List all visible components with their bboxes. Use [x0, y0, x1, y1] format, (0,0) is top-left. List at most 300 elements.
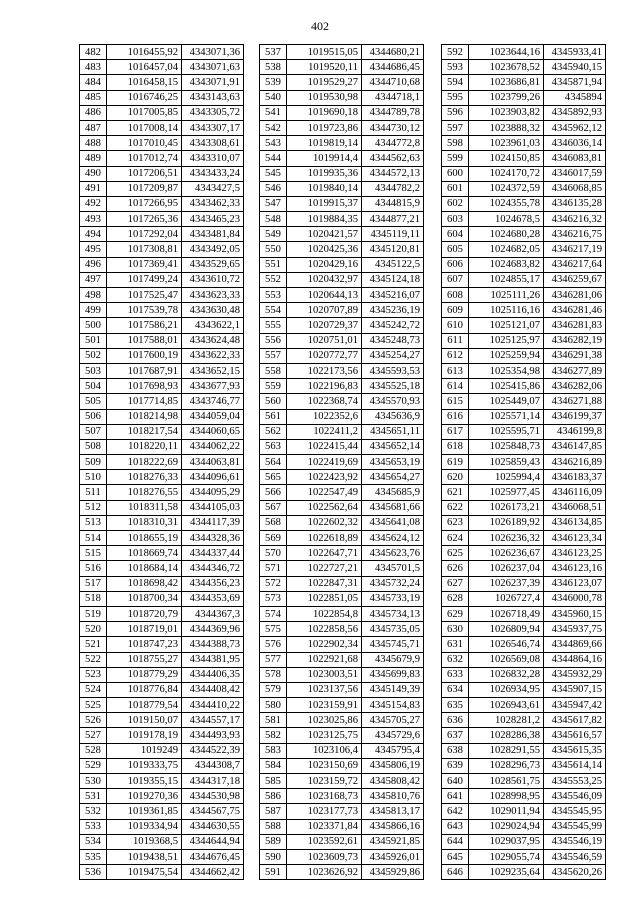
table-row: [80, 667, 244, 682]
table-row: [80, 105, 244, 120]
point-number: 618: [442, 439, 469, 454]
x-coordinate: 1023799,26: [469, 90, 544, 105]
table-row: [260, 257, 424, 272]
table-row: [442, 120, 606, 135]
y-coordinate: 4345894: [544, 90, 606, 105]
x-coordinate: 1022854,8: [287, 606, 362, 621]
table-row: [80, 576, 244, 591]
point-number: 575: [260, 622, 287, 637]
table-row: [442, 667, 606, 682]
table-row: [260, 227, 424, 242]
table-row: [442, 288, 606, 303]
point-number: 609: [442, 303, 469, 318]
y-coordinate: 4343652,15: [182, 363, 244, 378]
point-number: 527: [80, 728, 107, 743]
x-coordinate: 1019935,36: [287, 166, 362, 181]
y-coordinate: 4345962,12: [544, 120, 606, 135]
table-row: [80, 774, 244, 789]
x-coordinate: 1018222,69: [107, 455, 182, 470]
point-number: 615: [442, 394, 469, 409]
table-row: [442, 333, 606, 348]
y-coordinate: 4344493,93: [182, 728, 244, 743]
x-coordinate: 1019884,35: [287, 212, 362, 227]
point-number: 529: [80, 758, 107, 773]
x-coordinate: 1023168,73: [287, 789, 362, 804]
x-coordinate: 1026934,95: [469, 682, 544, 697]
x-coordinate: 1024170,72: [469, 166, 544, 181]
y-coordinate: 4345745,71: [362, 637, 424, 652]
y-coordinate: 4345937,75: [544, 622, 606, 637]
x-coordinate: 1022902,34: [287, 637, 362, 652]
x-coordinate: 1028281,2: [469, 713, 544, 728]
y-coordinate: 4344772,8: [362, 136, 424, 151]
table-row: [260, 394, 424, 409]
table-row: [260, 834, 424, 849]
x-coordinate: 1017265,36: [107, 212, 182, 227]
y-coordinate: 4346000,78: [544, 591, 606, 606]
y-coordinate: 4346183,37: [544, 470, 606, 485]
x-coordinate: 1025848,73: [469, 439, 544, 454]
y-coordinate: 4343462,33: [182, 196, 244, 211]
x-coordinate: 1017539,78: [107, 303, 182, 318]
table-row: [260, 333, 424, 348]
x-coordinate: 1019529,27: [287, 75, 362, 90]
y-coordinate: 4344096,61: [182, 470, 244, 485]
point-number: 544: [260, 151, 287, 166]
y-coordinate: 4345651,11: [362, 424, 424, 439]
point-number: 507: [80, 424, 107, 439]
point-number: 553: [260, 288, 287, 303]
y-coordinate: 4346123,07: [544, 576, 606, 591]
x-coordinate: 1025859,43: [469, 455, 544, 470]
x-coordinate: 1017206,51: [107, 166, 182, 181]
y-coordinate: 4345947,42: [544, 698, 606, 713]
table-row: [260, 136, 424, 151]
point-number: 574: [260, 606, 287, 621]
y-coordinate: 4344408,42: [182, 682, 244, 697]
point-number: 580: [260, 698, 287, 713]
x-coordinate: 1025595,71: [469, 424, 544, 439]
table-row: [442, 546, 606, 561]
x-coordinate: 1017266,95: [107, 196, 182, 211]
x-coordinate: 1020644,13: [287, 288, 362, 303]
y-coordinate: 4344308,7: [182, 758, 244, 773]
x-coordinate: 1022419,69: [287, 455, 362, 470]
point-number: 600: [442, 166, 469, 181]
table-row: [442, 713, 606, 728]
x-coordinate: 1017012,74: [107, 151, 182, 166]
point-number: 611: [442, 333, 469, 348]
table-row: [442, 348, 606, 363]
table-row: [260, 348, 424, 363]
y-coordinate: 4346216,32: [544, 212, 606, 227]
point-number: 534: [80, 834, 107, 849]
x-coordinate: 1019270,36: [107, 789, 182, 804]
x-coordinate: 1023150,69: [287, 758, 362, 773]
table-row: [260, 318, 424, 333]
table-row: [260, 576, 424, 591]
x-coordinate: 1016455,92: [107, 45, 182, 60]
y-coordinate: 4345254,27: [362, 348, 424, 363]
table-row: [442, 303, 606, 318]
point-number: 560: [260, 394, 287, 409]
point-number: 492: [80, 196, 107, 211]
y-coordinate: 4345154,83: [362, 698, 424, 713]
y-coordinate: 4344730,12: [362, 120, 424, 135]
x-coordinate: 1018779,29: [107, 667, 182, 682]
table-row: [442, 196, 606, 211]
x-coordinate: 1018698,42: [107, 576, 182, 591]
point-number: 512: [80, 500, 107, 515]
x-coordinate: 1020432,97: [287, 272, 362, 287]
point-number: 491: [80, 181, 107, 196]
point-number: 509: [80, 455, 107, 470]
x-coordinate: 1029235,64: [469, 865, 544, 880]
point-number: 590: [260, 849, 287, 864]
y-coordinate: 4345546,59: [544, 849, 606, 864]
x-coordinate: 1017586,21: [107, 318, 182, 333]
point-number: 497: [80, 272, 107, 287]
x-coordinate: 1023106,4: [287, 743, 362, 758]
y-coordinate: 4345654,27: [362, 470, 424, 485]
y-coordinate: 4344369,96: [182, 622, 244, 637]
x-coordinate: 1018747,23: [107, 637, 182, 652]
x-coordinate: 1023159,72: [287, 774, 362, 789]
point-number: 619: [442, 455, 469, 470]
point-number: 622: [442, 500, 469, 515]
table-row: [260, 774, 424, 789]
table-row: [260, 166, 424, 181]
x-coordinate: 1019690,18: [287, 105, 362, 120]
table-row: [260, 667, 424, 682]
point-number: 570: [260, 546, 287, 561]
y-coordinate: 4344710,68: [362, 75, 424, 90]
table-row: [260, 758, 424, 773]
table-row: [80, 698, 244, 713]
x-coordinate: 1018684,14: [107, 561, 182, 576]
table-row: [260, 682, 424, 697]
table-row: [80, 652, 244, 667]
table-row: [442, 865, 606, 880]
point-number: 552: [260, 272, 287, 287]
point-number: 510: [80, 470, 107, 485]
y-coordinate: 4345732,24: [362, 576, 424, 591]
y-coordinate: 4345119,11: [362, 227, 424, 242]
y-coordinate: 4345892,93: [544, 105, 606, 120]
x-coordinate: 1018276,33: [107, 470, 182, 485]
x-coordinate: 1028561,75: [469, 774, 544, 789]
x-coordinate: 1017687,91: [107, 363, 182, 378]
y-coordinate: 4344789,78: [362, 105, 424, 120]
point-number: 586: [260, 789, 287, 804]
x-coordinate: 1025994,4: [469, 470, 544, 485]
x-coordinate: 1019530,98: [287, 90, 362, 105]
table-row: [80, 318, 244, 333]
point-number: 608: [442, 288, 469, 303]
y-coordinate: 4345871,94: [544, 75, 606, 90]
y-coordinate: 4345617,82: [544, 713, 606, 728]
point-number: 551: [260, 257, 287, 272]
point-number: 523: [80, 667, 107, 682]
point-number: 531: [80, 789, 107, 804]
x-coordinate: 1017308,81: [107, 242, 182, 257]
point-number: 518: [80, 591, 107, 606]
y-coordinate: 4344060,65: [182, 424, 244, 439]
y-coordinate: 4346217,64: [544, 257, 606, 272]
table-row: [260, 470, 424, 485]
table-row: [260, 303, 424, 318]
x-coordinate: 1024855,17: [469, 272, 544, 287]
y-coordinate: 4345616,57: [544, 728, 606, 743]
x-coordinate: 1023626,92: [287, 865, 362, 880]
y-coordinate: 4344562,63: [362, 151, 424, 166]
table-row: [80, 758, 244, 773]
point-number: 571: [260, 561, 287, 576]
table-row: [80, 424, 244, 439]
table-row: [260, 804, 424, 819]
y-coordinate: 4344557,17: [182, 713, 244, 728]
point-number: 638: [442, 743, 469, 758]
table-row: [442, 318, 606, 333]
table-row: [260, 181, 424, 196]
y-coordinate: 4344718,1: [362, 90, 424, 105]
point-number: 525: [80, 698, 107, 713]
point-number: 528: [80, 743, 107, 758]
table-row: [80, 242, 244, 257]
point-number: 530: [80, 774, 107, 789]
y-coordinate: 4344381,95: [182, 652, 244, 667]
x-coordinate: 1023371,84: [287, 819, 362, 834]
table-row: [80, 546, 244, 561]
point-number: 582: [260, 728, 287, 743]
point-number: 505: [80, 394, 107, 409]
x-coordinate: 1022858,56: [287, 622, 362, 637]
x-coordinate: 1023159,91: [287, 698, 362, 713]
table-row: [442, 424, 606, 439]
point-number: 488: [80, 136, 107, 151]
point-number: 595: [442, 90, 469, 105]
table-row: [442, 439, 606, 454]
x-coordinate: 1023609,73: [287, 849, 362, 864]
table-row: [80, 120, 244, 135]
y-coordinate: 4343071,36: [182, 45, 244, 60]
point-number: 519: [80, 606, 107, 621]
table-row: [260, 409, 424, 424]
y-coordinate: 4345546,09: [544, 789, 606, 804]
table-row: [260, 424, 424, 439]
point-number: 645: [442, 849, 469, 864]
x-coordinate: 1029055,74: [469, 849, 544, 864]
table-row: [260, 713, 424, 728]
x-coordinate: 1026727,4: [469, 591, 544, 606]
x-coordinate: 1025415,86: [469, 379, 544, 394]
x-coordinate: 1024355,78: [469, 196, 544, 211]
table-row: [260, 379, 424, 394]
table-row: [260, 743, 424, 758]
x-coordinate: 1016457,04: [107, 60, 182, 75]
y-coordinate: 4345615,35: [544, 743, 606, 758]
y-coordinate: 4344567,75: [182, 804, 244, 819]
point-number: 486: [80, 105, 107, 120]
y-coordinate: 4343624,48: [182, 333, 244, 348]
point-number: 539: [260, 75, 287, 90]
y-coordinate: 4345636,9: [362, 409, 424, 424]
table-row: [80, 212, 244, 227]
x-coordinate: 1019150,07: [107, 713, 182, 728]
x-coordinate: 1018700,34: [107, 591, 182, 606]
point-number: 628: [442, 591, 469, 606]
y-coordinate: 4345733,19: [362, 591, 424, 606]
point-number: 562: [260, 424, 287, 439]
y-coordinate: 4344317,18: [182, 774, 244, 789]
x-coordinate: 1019178,19: [107, 728, 182, 743]
point-number: 487: [80, 120, 107, 135]
point-number: 521: [80, 637, 107, 652]
point-number: 604: [442, 227, 469, 242]
x-coordinate: 1020421,57: [287, 227, 362, 242]
x-coordinate: 1022851,05: [287, 591, 362, 606]
point-number: 550: [260, 242, 287, 257]
x-coordinate: 1023003,51: [287, 667, 362, 682]
y-coordinate: 4345124,18: [362, 272, 424, 287]
table-row: [80, 470, 244, 485]
point-number: 578: [260, 667, 287, 682]
y-coordinate: 4346068,51: [544, 500, 606, 515]
x-coordinate: 1026943,61: [469, 698, 544, 713]
table-row: [80, 288, 244, 303]
point-number: 641: [442, 789, 469, 804]
point-number: 484: [80, 75, 107, 90]
x-coordinate: 1016746,25: [107, 90, 182, 105]
x-coordinate: 1020425,36: [287, 242, 362, 257]
table-row: [442, 652, 606, 667]
y-coordinate: 4345701,5: [362, 561, 424, 576]
point-number: 640: [442, 774, 469, 789]
x-coordinate: 1026237,04: [469, 561, 544, 576]
table-row: [80, 439, 244, 454]
table-row: [80, 606, 244, 621]
x-coordinate: 1022411,2: [287, 424, 362, 439]
point-number: 579: [260, 682, 287, 697]
y-coordinate: 4345810,76: [362, 789, 424, 804]
y-coordinate: 4344105,03: [182, 500, 244, 515]
table-row: [80, 181, 244, 196]
point-number: 629: [442, 606, 469, 621]
table-row: [442, 105, 606, 120]
x-coordinate: 1019723,86: [287, 120, 362, 135]
y-coordinate: 4346083,81: [544, 151, 606, 166]
x-coordinate: 1019515,05: [287, 45, 362, 60]
x-coordinate: 1018755,27: [107, 652, 182, 667]
x-coordinate: 1018214,98: [107, 409, 182, 424]
point-number: 549: [260, 227, 287, 242]
y-coordinate: 4345652,14: [362, 439, 424, 454]
y-coordinate: 4345866,16: [362, 819, 424, 834]
x-coordinate: 1023888,32: [469, 120, 544, 135]
point-number: 614: [442, 379, 469, 394]
x-coordinate: 1025125,97: [469, 333, 544, 348]
x-coordinate: 1023592,61: [287, 834, 362, 849]
table-row: [442, 242, 606, 257]
table-row: [260, 60, 424, 75]
coordinates-table-1: [79, 44, 244, 880]
point-number: 589: [260, 834, 287, 849]
table-row: [442, 166, 606, 181]
table-row: [442, 227, 606, 242]
table-row: [260, 546, 424, 561]
y-coordinate: 4344353,69: [182, 591, 244, 606]
table-row: [80, 272, 244, 287]
point-number: 633: [442, 667, 469, 682]
table-row: [80, 75, 244, 90]
table-row: [80, 789, 244, 804]
x-coordinate: 1019840,14: [287, 181, 362, 196]
point-number: 634: [442, 682, 469, 697]
x-coordinate: 1025449,07: [469, 394, 544, 409]
y-coordinate: 4343071,63: [182, 60, 244, 75]
y-coordinate: 4346281,06: [544, 288, 606, 303]
x-coordinate: 1029024,94: [469, 819, 544, 834]
x-coordinate: 1022847,31: [287, 576, 362, 591]
table-row: [80, 622, 244, 637]
point-number: 535: [80, 849, 107, 864]
y-coordinate: 4345236,19: [362, 303, 424, 318]
table-row: [80, 485, 244, 500]
x-coordinate: 1017005,85: [107, 105, 182, 120]
y-coordinate: 4343623,33: [182, 288, 244, 303]
x-coordinate: 1019819,14: [287, 136, 362, 151]
table-row: [80, 303, 244, 318]
x-coordinate: 1020729,37: [287, 318, 362, 333]
y-coordinate: 4345545,99: [544, 819, 606, 834]
y-coordinate: 4345699,83: [362, 667, 424, 682]
table-row: [442, 485, 606, 500]
x-coordinate: 1017010,45: [107, 136, 182, 151]
table-row: [442, 136, 606, 151]
table-row: [442, 379, 606, 394]
y-coordinate: 4344782,2: [362, 181, 424, 196]
y-coordinate: 4344406,35: [182, 667, 244, 682]
point-number: 548: [260, 212, 287, 227]
table-row: [442, 804, 606, 819]
table-row: [260, 90, 424, 105]
y-coordinate: 4345553,25: [544, 774, 606, 789]
y-coordinate: 4344530,98: [182, 789, 244, 804]
table-row: [260, 728, 424, 743]
y-coordinate: 4345679,9: [362, 652, 424, 667]
table-row: [260, 561, 424, 576]
x-coordinate: 1024683,82: [469, 257, 544, 272]
x-coordinate: 1022547,49: [287, 485, 362, 500]
point-number: 593: [442, 60, 469, 75]
y-coordinate: 4346199,8: [544, 424, 606, 439]
y-coordinate: 4344686,45: [362, 60, 424, 75]
y-coordinate: 4344680,21: [362, 45, 424, 60]
table-row: [80, 515, 244, 530]
point-number: 607: [442, 272, 469, 287]
x-coordinate: 1018310,31: [107, 515, 182, 530]
point-number: 636: [442, 713, 469, 728]
x-coordinate: 1018276,55: [107, 485, 182, 500]
x-coordinate: 1024150,85: [469, 151, 544, 166]
y-coordinate: 4344522,39: [182, 743, 244, 758]
y-coordinate: 4346282,06: [544, 379, 606, 394]
point-number: 591: [260, 865, 287, 880]
y-coordinate: 4345570,93: [362, 394, 424, 409]
table-row: [442, 151, 606, 166]
point-number: 563: [260, 439, 287, 454]
y-coordinate: 4344117,39: [182, 515, 244, 530]
